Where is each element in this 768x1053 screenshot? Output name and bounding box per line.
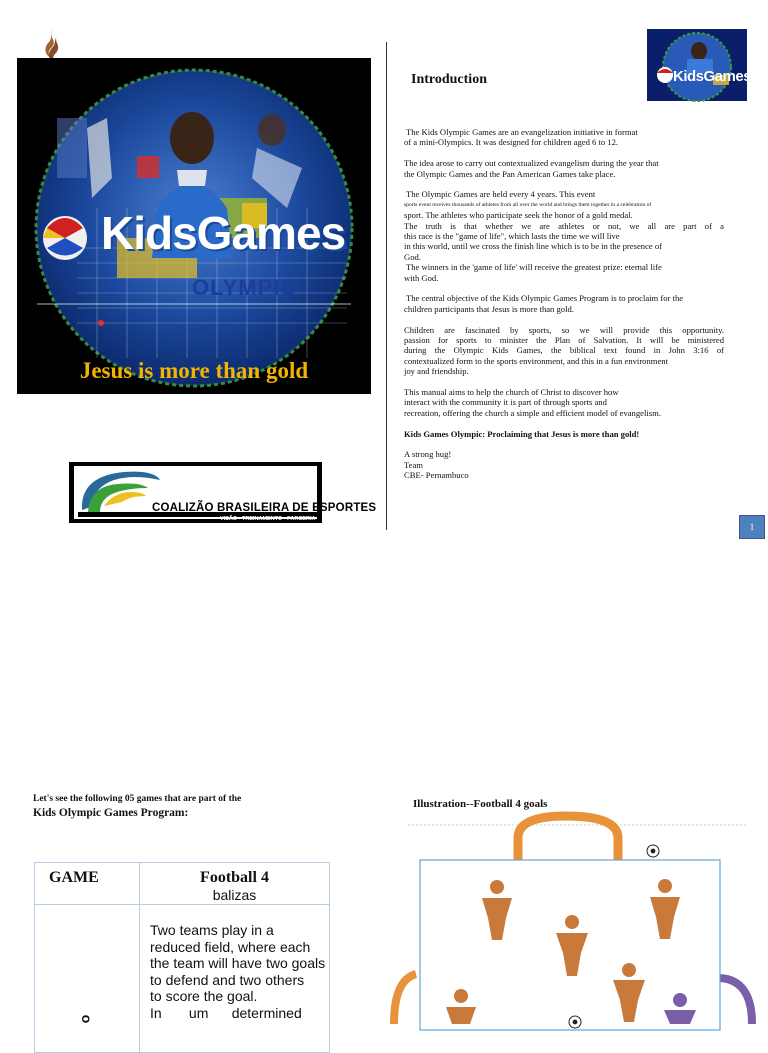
- game-subtitle: balizas: [212, 887, 257, 903]
- description-line: the team will have two goals: [150, 955, 326, 971]
- intro-paragraph: [404, 293, 724, 314]
- description-line: to score the goal.: [150, 988, 258, 1004]
- description-line: In um determined: [150, 1004, 302, 1021]
- intro-paragraph: [404, 325, 724, 377]
- description-line: to defend and two others: [150, 971, 305, 988]
- pitch-svg: [388, 810, 768, 1024]
- intro-line: joy and friendship.: [404, 366, 469, 377]
- table-header-game: GAME: [35, 863, 140, 905]
- signoff-line: A strong hug!: [404, 449, 452, 460]
- intro-line: The truth is that whether we are athletes or not, we all are part of a: [404, 220, 724, 231]
- games-intro: [33, 794, 333, 819]
- intro-line: of a mini-Olympics. It was designed for children aged 6 to 12.: [404, 137, 619, 148]
- intro-line: The central objective of the Kids Olympic Games Program is to proclaim for the: [404, 293, 684, 304]
- intro-line: with God.: [404, 272, 439, 283]
- cbe-logo: [69, 462, 377, 523]
- cbe-card: [74, 466, 377, 522]
- poster-tagline: Jesus is more than gold: [79, 358, 309, 383]
- intro-line: interact with the community it is part of through sports and: [404, 397, 607, 408]
- games-table: [34, 862, 330, 1053]
- football-illustration: [388, 810, 768, 1024]
- poster-sub: OLYMPIC: [192, 275, 298, 300]
- game-description: [140, 905, 330, 1053]
- intro-paragraph: [404, 158, 724, 179]
- intro-signoff: [404, 449, 724, 480]
- table-row: [35, 863, 330, 905]
- intro-line: Children are fascinated by sports, so we will provide this opportunity.: [404, 324, 724, 335]
- games-intro-line: Let's see the following 05 games that are part of the: [33, 794, 242, 804]
- intro-line: This manual aims to help the church of Christ to discover how: [404, 387, 619, 398]
- kids-games-thumbnail: [647, 29, 752, 101]
- soccer-ball-icon: [569, 1016, 581, 1028]
- goal-top: [518, 816, 618, 861]
- game-name: Football 4: [200, 869, 269, 886]
- intro-paragraph: [404, 387, 724, 418]
- goal-left: [394, 974, 416, 1024]
- thumbnail-brand: KidsGames: [673, 68, 752, 85]
- rotated-side-text: o: [76, 1014, 93, 1024]
- goal-right: [720, 978, 752, 1024]
- intro-line: God.: [404, 251, 421, 262]
- soccer-ball-icon: [647, 845, 659, 857]
- intro-paragraph: [404, 127, 724, 148]
- intro-line: the Olympic Games and the Pan American Games take place.: [404, 168, 616, 179]
- table-row: [35, 905, 330, 1053]
- intro-line: recreation, offering the church a simple and efficient model of evangelism.: [404, 407, 661, 418]
- intro-line: passion for sports to minister the Plan of Salvation. It will be ministered: [404, 335, 724, 346]
- cbe-motto: VISÃO - TREINAMENTO - PARCERIA: [220, 516, 316, 522]
- description-line: reduced field, where each: [150, 938, 311, 955]
- intro-line: The Kids Olympic Games are an evangelization initiative in format: [404, 127, 638, 137]
- cbe-name: COALIZÃO BRASILEIRA DE ESPORTES: [152, 502, 377, 514]
- introduction-body: [404, 127, 724, 491]
- intro-paragraph: [404, 189, 724, 283]
- intro-line: contextualized form to the sports environment, and this in a fun environment: [404, 355, 668, 366]
- signoff-line: Team: [404, 459, 423, 470]
- intro-line: The idea arose to carry out contextualized evangelism during the year that: [404, 158, 659, 169]
- intro-line: during the Olympic Kids Games, the biblical text found in John 3:16 of: [404, 345, 724, 356]
- intro-line: this race is the "game of life", which lasts the time we will live: [404, 231, 620, 242]
- column-divider: [386, 42, 387, 530]
- introduction-heading: Introduction: [411, 72, 487, 87]
- cbe-swoosh-icon: [74, 466, 164, 519]
- intro-tiny-line: sports event receives thousands of athletes from all over the world and brings them together in a celebration of: [404, 201, 652, 208]
- signoff-line: CBE- Pernambuco: [404, 470, 469, 481]
- intro-line: in this world, until we cross the finish line which is to be in the presence of: [404, 241, 663, 252]
- kids-games-poster: [17, 58, 371, 394]
- intro-line: The winners in the 'game of life' will receive the greatest prize: eternal life: [404, 262, 662, 273]
- poster-brand: KidsGames: [101, 207, 346, 259]
- illustration-title: Illustration--Football 4 goals: [413, 798, 548, 810]
- intro-slogan: Kids Games Olympic: Proclaiming that Jesus is more than gold!: [404, 428, 640, 439]
- table-header-name: [140, 863, 330, 905]
- games-intro-line: Kids Olympic Games Program:: [33, 807, 189, 819]
- table-cell-side: [35, 905, 140, 1053]
- intro-line: The Olympic Games are held every 4 years. This event: [404, 189, 596, 200]
- intro-line: sport. The athletes who participate seek the honor of a gold medal.: [404, 210, 633, 221]
- intro-line: children participants that Jesus is more than gold.: [404, 303, 574, 314]
- description-line: Two teams play in a: [150, 922, 274, 938]
- page-number-badge: 1: [739, 515, 765, 539]
- thumbnail-artwork: [647, 29, 747, 101]
